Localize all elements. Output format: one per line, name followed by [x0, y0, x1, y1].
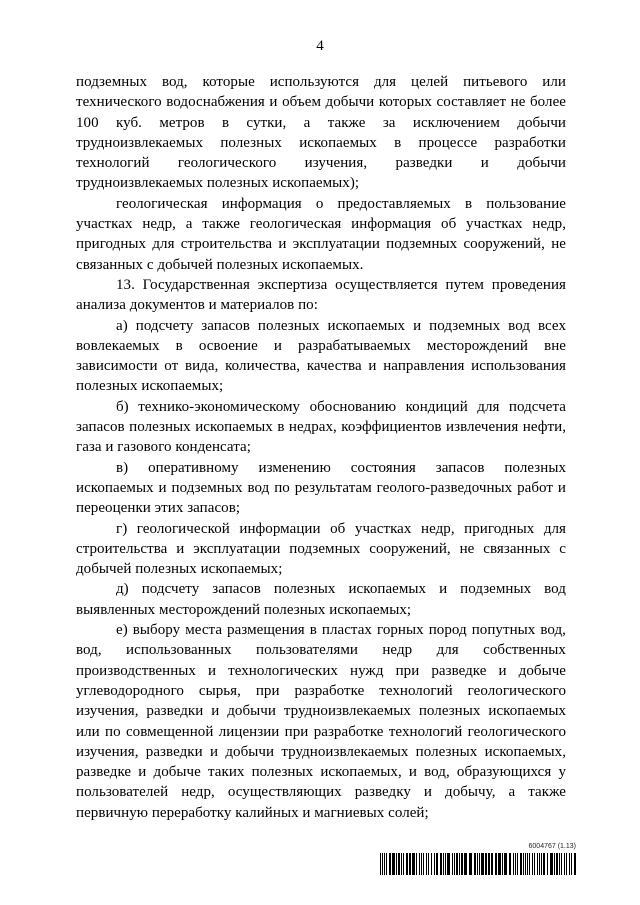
paragraph-subitem-e: е) выбору места размещения в пластах горных пород попутных вод, вод, использованных пользователями недр для собственных производственных и технологических нужд при разведке и добыче углеводородного сырья, при разработке технологий геологического изучения, разведки и добычи трудноизвлекаемых полезных ископаемых или по совмещенной лицензии при разработке технологий геологического изучения, разведки и добычи трудноизвлекаемых полезных ископаемых, разведке и добыче таких полезных ископаемых, и вод, образующихся у пользователей недр, осуществляющих разведку и добычу, а также первичную переработку калийных и магниевых солей;	[76, 622, 566, 821]
paragraph-subitem-b: б) технико-экономическому обоснованию кондиций для подсчета запасов полезных ископаемых в недрах, коэффициентов извлечения нефти, газа и газового конденсата;	[76, 398, 566, 456]
paragraph-subitem-d: д) подсчету запасов полезных ископаемых и подземных вод выявленных месторождений полезных ископаемых;	[76, 581, 566, 618]
paragraph-continuation: подземных вод, которые используются для целей питьевого или технического водоснабжения и объем добычи которых составляет не более 100 куб. метров в сутки, а также за исключением добычи трудноизвлекаемых полезных ископаемых в процессе разработки технологий геологического изучения, разведки и добычи трудноизвлекаемых полезных ископаемых);	[76, 74, 566, 192]
document-body	[76, 72, 566, 823]
paragraph-subitem-a: а) подсчету запасов полезных ископаемых и подземных вод всех вовлекаемых в освоение и разрабатываемых месторождений вне зависимости от вида, количества, качества и направления использования полезных ископаемых;	[76, 317, 566, 395]
paragraph-subitem-v: в) оперативному изменению состояния запасов полезных ископаемых и подземных вод по результатам геолого-разведочных работ и переоценки этих запасов;	[76, 459, 566, 517]
paragraph-item-13: 13. Государственная экспертиза осуществляется путем проведения анализа документов и материалов по:	[76, 276, 566, 314]
document-code: 6004767 (1.13)	[528, 843, 576, 850]
page-number: 4	[316, 38, 324, 54]
paragraph-subitem-g: г) геологической информации об участках недр, пригодных для строительства и эксплуатации подземных сооружений, не связанных с добычей полезных ископаемых;	[76, 520, 566, 578]
paragraph-geological-info: геологическая информация о предоставляемых в пользование участках недр, а также геологическая информация об участках недр, пригодных для строительства и эксплуатации подземных сооружений, не связанных с добычей полезных ископаемых.	[76, 195, 566, 273]
barcode-icon	[380, 853, 576, 875]
